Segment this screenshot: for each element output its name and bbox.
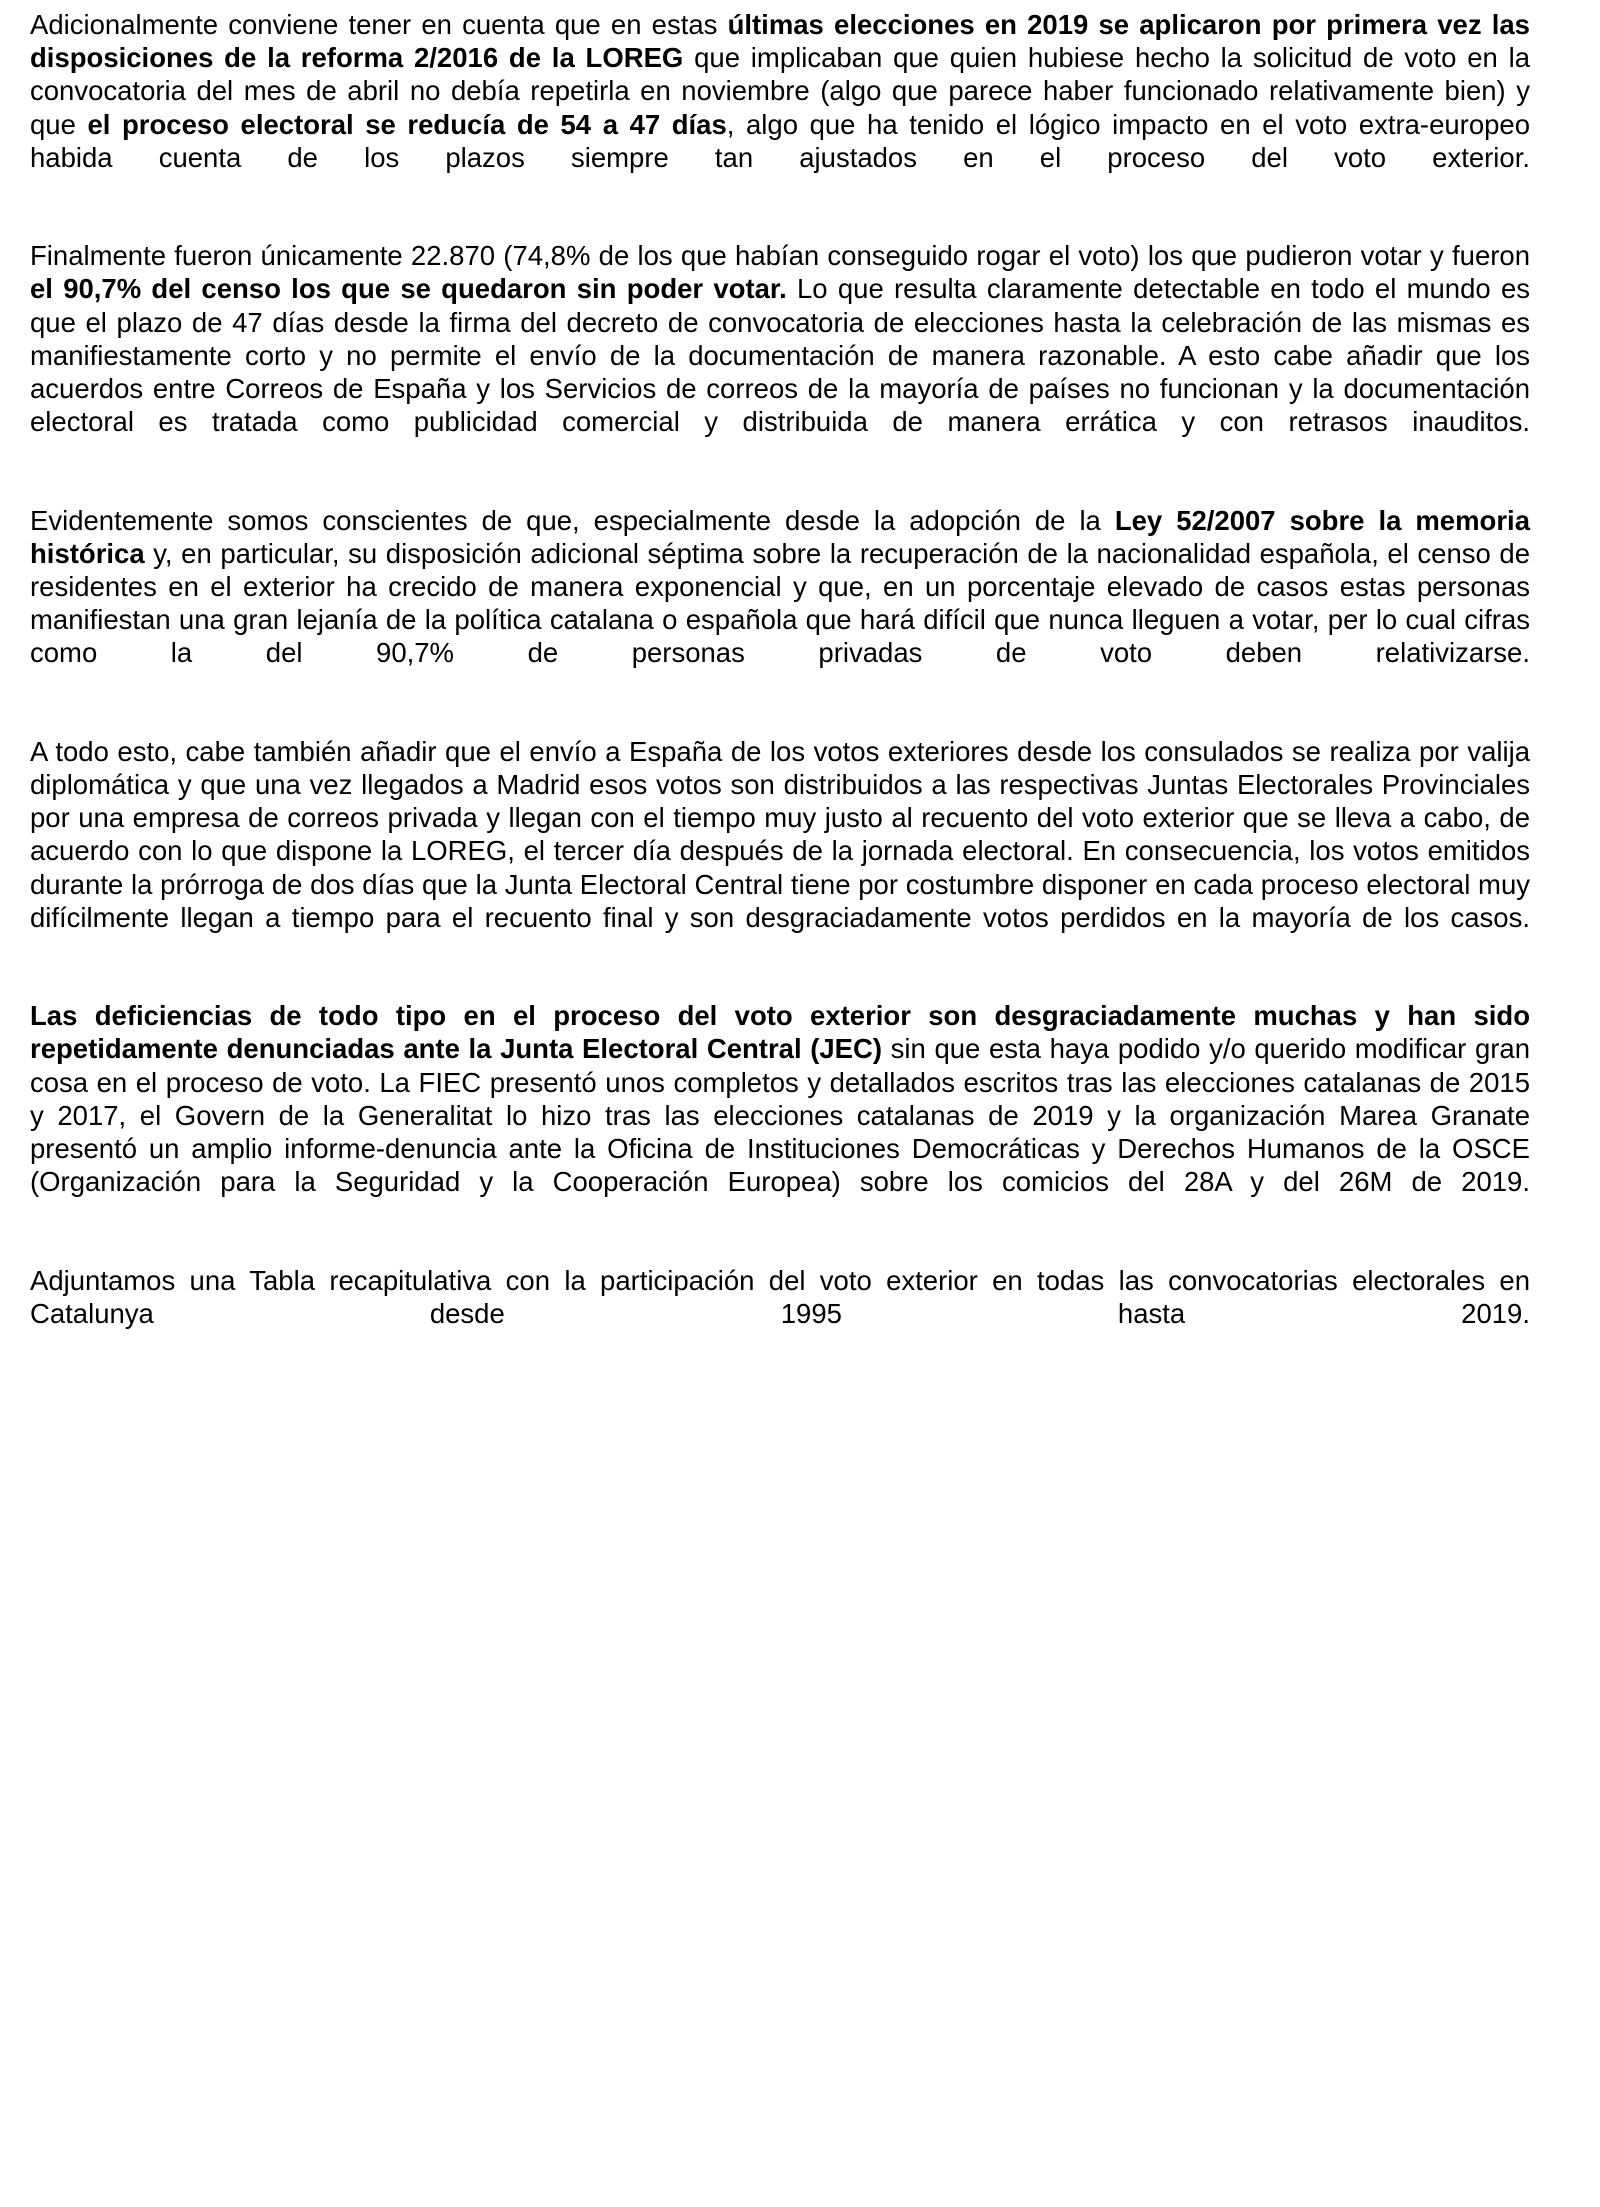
document-body bbox=[30, 8, 1530, 1363]
text-run: que implicaban que quien hubiese hecho la solicitud de voto en la convocatoria del mes de abril no debía repetirla en noviembre (algo que parece haber funcionado relativamente bien) y que bbox=[30, 42, 1530, 140]
text-run: y, en particular, su disposición adicional séptima sobre la recuperación de la nacionalidad española, el censo de residentes en el exterior ha crecido de manera exponencial y que, en un porcentaje elevado de casos estas personas manifiestan una gran lejanía de la política catalana o española que hará difícil que nunca lleguen a votar, per lo cual cifras como la del 90,7% de personas privadas de voto deben relativizarse. bbox=[30, 537, 1530, 669]
paragraph-4 bbox=[30, 735, 1530, 967]
text-run-bold: el 90,7% del censo los que se quedaron sin poder votar. bbox=[30, 273, 787, 305]
text-run: Adjuntamos una Tabla recapitulativa con la participación del voto exterior en todas las convocatorias electorales en Catalunya desde 1995 hasta 2019. bbox=[30, 1264, 1530, 1329]
text-run-bold: Las deficiencias de todo tipo en el proceso del voto exterior son desgraciadamente muchas y han sido repetidamente denunciadas ante la Junta Electoral Central (JEC) bbox=[30, 1000, 1530, 1065]
paragraph-3 bbox=[30, 504, 1530, 703]
paragraph-2 bbox=[30, 239, 1530, 471]
text-run-bold: últimas elecciones en 2019 se aplicaron por primera vez las disposiciones de la reforma 2/2016 de la LOREG bbox=[30, 9, 1530, 74]
text-run: sin que esta haya podido y/o querido modificar gran cosa en el proceso de voto. La FIEC presentó unos completos y detallados escritos tras las elecciones catalanas de 2015 y 2017, el Govern de la Generalitat lo hizo tras las elecciones catalanas de 2019 y la organización Marea Granate presentó un amplio informe-denuncia ante la Oficina de Instituciones Democráticas y Derechos Humanos de la OSCE (Organización para la Seguridad y la Cooperación Europea) sobre los comicios del 28A y del 26M de 2019. bbox=[30, 1033, 1530, 1198]
text-run-bold: Ley 52/2007 sobre la memoria histórica bbox=[30, 504, 1530, 569]
text-run-bold: el proceso electoral se reducía de 54 a 47 días bbox=[87, 108, 727, 140]
text-run: Evidentemente somos conscientes de que, especialmente desde la adopción de la bbox=[30, 504, 1115, 536]
paragraph-6 bbox=[30, 1264, 1530, 1364]
text-run: Adicionalmente conviene tener en cuenta que en estas bbox=[30, 9, 728, 40]
paragraph-1 bbox=[30, 8, 1530, 207]
text-run: Lo que resulta claramente detectable en todo el mundo es que el plazo de 47 días desde la firma del decreto de convocatoria de elecciones hasta la celebración de las mismas es manifiestamente corto y no permite el envío de la documentación de manera razonable. A esto cabe añadir que los acuerdos entre Correos de España y los Servicios de correos de la mayoría de países no funcionan y la documentación electoral es tratada como publicidad comercial y distribuida de manera errática y con retrasos inauditos. bbox=[30, 273, 1530, 438]
text-run: , algo que ha tenido el lógico impacto en el voto extra-europeo habida cuenta de los plazos siempre tan ajustados en el proceso del voto exterior. bbox=[30, 108, 1530, 173]
paragraph-5 bbox=[30, 999, 1530, 1231]
text-run: Finalmente fueron únicamente 22.870 (74,8% de los que habían conseguido rogar el voto) los que pudieron votar y fueron bbox=[30, 240, 1530, 272]
text-run: A todo esto, cabe también añadir que el envío a España de los votos exteriores desde los consulados se realiza por valija diplomática y que una vez llegados a Madrid esos votos son distribuidos a las respectivas Juntas Electorales Provinciales por una empresa de correos privada y llegan con el tiempo muy justo al recuento del voto exterior que se lleva a cabo, de acuerdo con lo que dispone la LOREG, el tercer día después de la jornada electoral. En consecuencia, los votos emitidos durante la prórroga de dos días que la Junta Electoral Central tiene por costumbre disponer en cada proceso electoral muy difícilmente llegan a tiempo para el recuento final y son desgraciadamente votos perdidos en la mayoría de los casos. bbox=[30, 735, 1530, 933]
